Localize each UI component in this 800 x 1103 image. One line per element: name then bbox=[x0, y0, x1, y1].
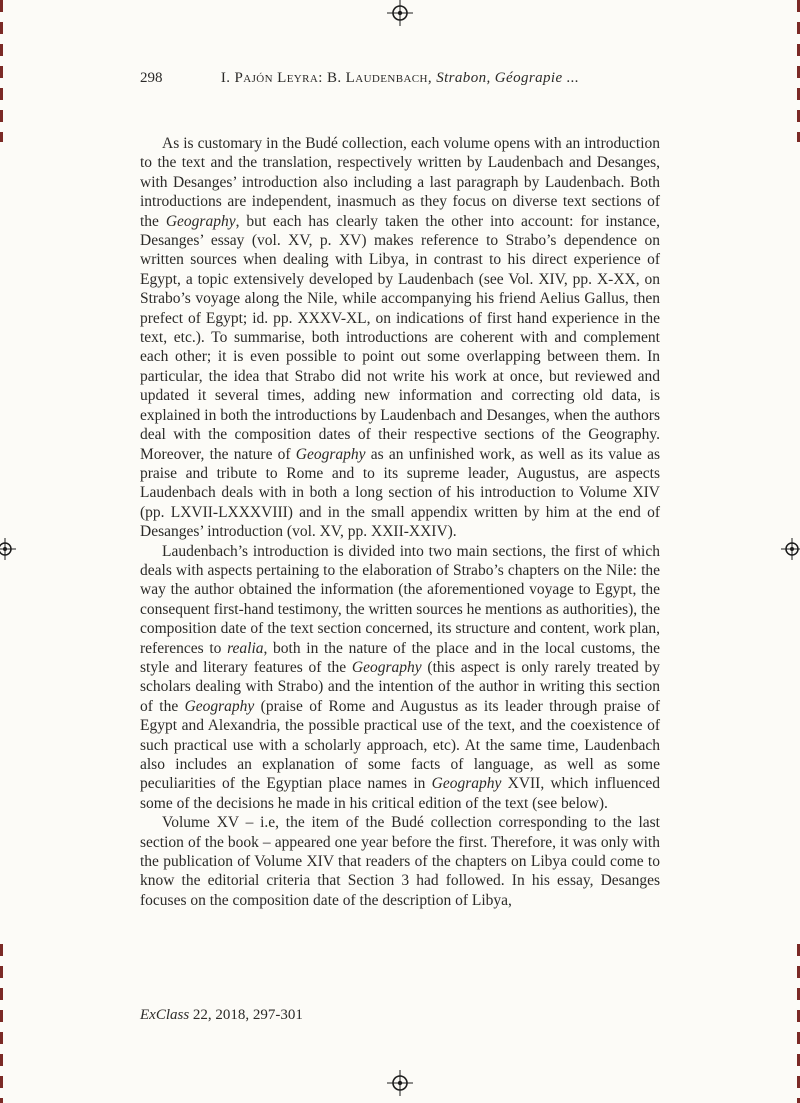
body-text bbox=[140, 134, 660, 910]
text-segment: 22, 2018, 297-301 bbox=[189, 1007, 303, 1023]
text-segment: Geography bbox=[184, 697, 255, 715]
text-segment: Geography bbox=[431, 775, 502, 793]
page-number: 298 bbox=[140, 70, 163, 86]
registration-mark-left-icon bbox=[0, 538, 16, 560]
registration-mark-bottom-icon bbox=[387, 1070, 413, 1096]
text-segment: I. Pajón Leyra: B. Laudenbach, bbox=[220, 70, 437, 86]
text-segment: (praise of Rome and Augustus as its leader through praise of Egypt and Alexandria, the possible practical use of the text, and the coexistence of such practical use with a scholarly approach, etc). At the same time, Laudenbach also includes an explanation of some facts of language, as well as some peculiarities of the Egyptian place names in bbox=[140, 697, 660, 793]
crop-line-left-top bbox=[0, 0, 3, 142]
text-segment: realia bbox=[227, 639, 264, 657]
text-segment: Strabon, Géograpie ... bbox=[436, 70, 580, 86]
paragraph bbox=[140, 542, 660, 814]
text-segment: , but each has clearly taken the other into account: for instance, Desanges’ essay (vol. XV, p. XV) makes reference to Strabo’s dependence on written sources when dealing with Libya, in contrast to his direct experience of Egypt, a topic extensively developed by Laudenbach (see Vol. XIV, pp. X-XX, on Strabo’s voyage along the Nile, while accompanying his friend Aelius Gallus, then prefect of Egypt; id. pp. XXXV-XL, on indications of first hand experience in the text, etc.). To summarise, both introductions are coherent with and complement each other; it is even possible to point out some overlapping between them. In particular, the idea that Strabo did not write his work at once, but reviewed and updated it several times, adding new information and correcting old data, is explained in both the introductions by Laudenbach and Desanges, when the authors deal with the composition dates of their respective sections of the Geography. Moreover, the nature of bbox=[140, 212, 661, 463]
registration-mark-top-icon bbox=[387, 0, 413, 26]
text-segment: XVII, which influenced some of the decisions he made in his critical edition of the text (see below). bbox=[140, 775, 660, 812]
page-header bbox=[140, 70, 660, 92]
text-segment: As is customary in the Budé collection, each volume opens with an introduction to the text and the translation, respectively written by Laudenbach and Desanges, with Desanges’ introduction also including a last paragraph by Laudenbach. Both introductions are independent, inasmuch as they focus on diverse text sections of the bbox=[140, 135, 660, 230]
text-segment: Geography bbox=[295, 445, 366, 463]
paragraph bbox=[140, 134, 660, 542]
running-title bbox=[140, 70, 660, 87]
page-footer bbox=[140, 1007, 660, 1024]
registration-mark-right-icon bbox=[781, 538, 800, 560]
text-segment: Geography bbox=[351, 658, 422, 676]
paragraph bbox=[140, 813, 660, 910]
text-segment: Laudenbach’s introduction is divided into two main sections, the first of which deals with aspects pertaining to the elaboration of Strabo’s chapters on the Nile: the way the author obtained the information (the aforementioned voyage to Egypt, the consequent first-hand testimony, the written sources he mentions as authorities), the composition date of the text section concerned, its structure and content, work plan, references to bbox=[140, 542, 660, 657]
text-segment: Volume XV – i.e, the item of the Budé collection corresponding to the last section of the book – appeared one year before the first. Therefore, it was only with the publication of Volume XIV that readers of the chapters on Libya could come to know the editorial criteria that Section 3 had followed. In his essay, Desanges focuses on the composition date of the description of Libya, bbox=[140, 814, 660, 909]
text-segment: , both in the nature of the place and in the local customs, the style and literary features of the bbox=[140, 639, 660, 676]
crop-line-left-bottom bbox=[0, 944, 3, 1103]
text-segment: ExClass bbox=[140, 1007, 190, 1023]
text-segment: Geography bbox=[165, 212, 236, 230]
text-segment: as an unfinished work, as well as its value as praise and tribute to Rome and to its supreme leader, Augustus, are aspects Laudenbach deals with in both a long section of his introduction to Volume XIV (pp. LXVII-LXXXVIII) and in the small appendix written by him at the end of Desanges’ introduction (vol. XV, pp. XXII-XXIV). bbox=[140, 445, 660, 541]
text-segment: (this aspect is only rarely treated by scholars dealing with Strabo) and the intention of the author in writing this section of the bbox=[140, 658, 660, 715]
